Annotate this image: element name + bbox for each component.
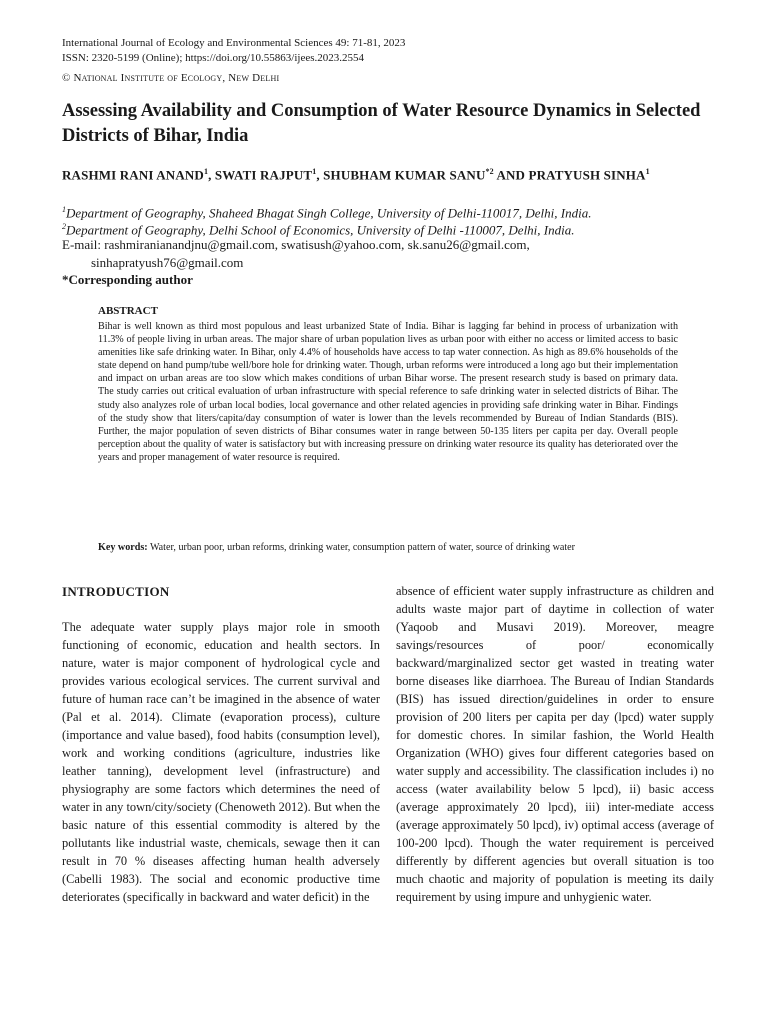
paper-title: Assessing Availability and Consumption of Water Resource Dynamics in Selected Districts of Bihar, India bbox=[62, 101, 701, 146]
keywords bbox=[98, 540, 678, 555]
author-name: SHUBHAM KUMAR SANU bbox=[323, 167, 486, 183]
author-name: SWATI RAJPUT bbox=[214, 167, 313, 183]
author-affiliation-mark: 1 bbox=[203, 167, 209, 176]
abstract-body: Bihar is well known as third most populous and least urbanized State of India. Bihar is lagging far behind in process of urbanization with 11.3% of people living in urban areas. The major share of urban population lives as urban poor with either no access or limited access to basic amenities like safe drinking water. In Bihar, only 4.4% of households have access to tap water connection. As high as 89.6% households of the state depend on hand pump/tube well/bore hole for drinking water. Though, urban reforms were introduced a long ago but their implementation and impact on urban areas are too slow which makes conditions of urban Bihar worse. The present research study is based on primary data. The study carries out critical evaluation of urban infrastructure with special reference to safe drinking water in selected districts of Bihar. The study also analyzes role of urban local bodies, local governance and other related agencies in providing safe drinking water in Bihar. Findings of the study show that liters/capita/day consumption of water is lower than the levels recommended by Bureau of Indian Standards (BIS). Further, the major population of seven districts of Bihar consumes water in range between 50-135 liters per capita per day. Overall people perception about the quality of water is satisfactory but with increasing pressure on drinking water resource its quality has deteriorated over the years and proper management of water resource is required. bbox=[98, 321, 678, 463]
keywords-label: Key words: bbox=[98, 542, 148, 553]
author-affiliation-mark: *2 bbox=[485, 167, 494, 176]
abstract-heading: ABSTRACT bbox=[98, 305, 158, 317]
section-heading-introduction: INTRODUCTION bbox=[62, 584, 170, 599]
body-column-right: absence of efficient water supply infrastructure as children and adults waste major part of daytime in collection of water (Yaqoob and Musavi 2019). Moreover, meagre savings/resources of poor/ economically backward/marginalized sector get wasted in treating water borne diseases like diarrhoea. The Bureau of Indian Standards (BIS) has issued direction/guidelines in order to ensure provision of 200 liters per capita per day (lpcd) water supply for domestic chores. In similar fashion, the World Health Organization (WHO) gives four different categories based on water supply and accessibility. The classification includes i) no access (water availability below 5 lpcd), ii) basic access (average approximately 20 lpcd), iii) inter-mediate access (average approximately 50 lpcd), iv) optimal access (average of 100-200 lpcd). Though the water requirement is perceived differently by different agencies but overall situation is too much chaotic and majority of population is meeting its daily requirement by using impure and unhygienic water. bbox=[396, 584, 714, 904]
body-column-left: The adequate water supply plays major role in smooth functioning of economic, education and health sectors. In nature, water is major component of hydrological cycle and provides various ecological services. The current survival and future of human race can’t be imagined in the absence of water (Pal et al. 2014). Climate (evaporation process), culture (importance and value based), food habits (consumption level), work and working conditions (agriculture, industries like leather tanning), development level (infrastructure) and physiography are some factors which determines the need of water in any town/city/society (Chenoweth 2012). But when the basic nature of this essential commodity is altered by the pollutants like industrial waste, chemicals, sewage then it can result in 70 % diseases affecting human health adversely (Cabelli 1983). The social and economic productive time deteriorates (specifically in backward and water deficit) in the bbox=[62, 620, 380, 904]
affiliation-mark: 1 bbox=[62, 205, 66, 214]
corresponding-author-note: *Corresponding author bbox=[62, 272, 193, 287]
author-name: PRATYUSH SINHA bbox=[528, 167, 646, 183]
affiliation-text: Department of Geography, Shaheed Bhagat Singh College, University of Delhi-110017, Delhi, India. bbox=[66, 205, 592, 221]
issn-doi-line: ISSN: 2320-5199 (Online); https://doi.org/10.55863/ijees.2023.2554 bbox=[62, 52, 364, 64]
email-block bbox=[62, 236, 530, 272]
author-separator: , bbox=[316, 167, 324, 183]
email-line: sinhapratyush76@gmail.com bbox=[91, 255, 244, 270]
author-separator: , bbox=[208, 167, 215, 183]
author-separator: AND bbox=[493, 167, 529, 183]
journal-citation bbox=[62, 36, 405, 66]
author-list bbox=[62, 163, 714, 184]
keywords-text: Water, urban poor, urban reforms, drinking water, consumption pattern of water, source of drinking water bbox=[147, 542, 575, 553]
author-name: RASHMI RANI ANAND bbox=[62, 167, 204, 183]
email-line: E-mail: rashmiranianandjnu@gmail.com, swatisush@yahoo.com, sk.sanu26@gmail.com, bbox=[62, 237, 530, 252]
affiliation-text: Department of Geography, Delhi School of Economics, University of Delhi -110007, Delhi, India. bbox=[66, 222, 575, 238]
affiliation-mark: 2 bbox=[62, 222, 66, 231]
author-affiliation-mark: 1 bbox=[312, 167, 317, 176]
copyright-line: © National Institute of Ecology, New Delhi bbox=[62, 72, 280, 84]
journal-line: International Journal of Ecology and Environmental Sciences 49: 71-81, 2023 bbox=[62, 37, 406, 49]
author-affiliation-mark: 1 bbox=[645, 167, 650, 176]
